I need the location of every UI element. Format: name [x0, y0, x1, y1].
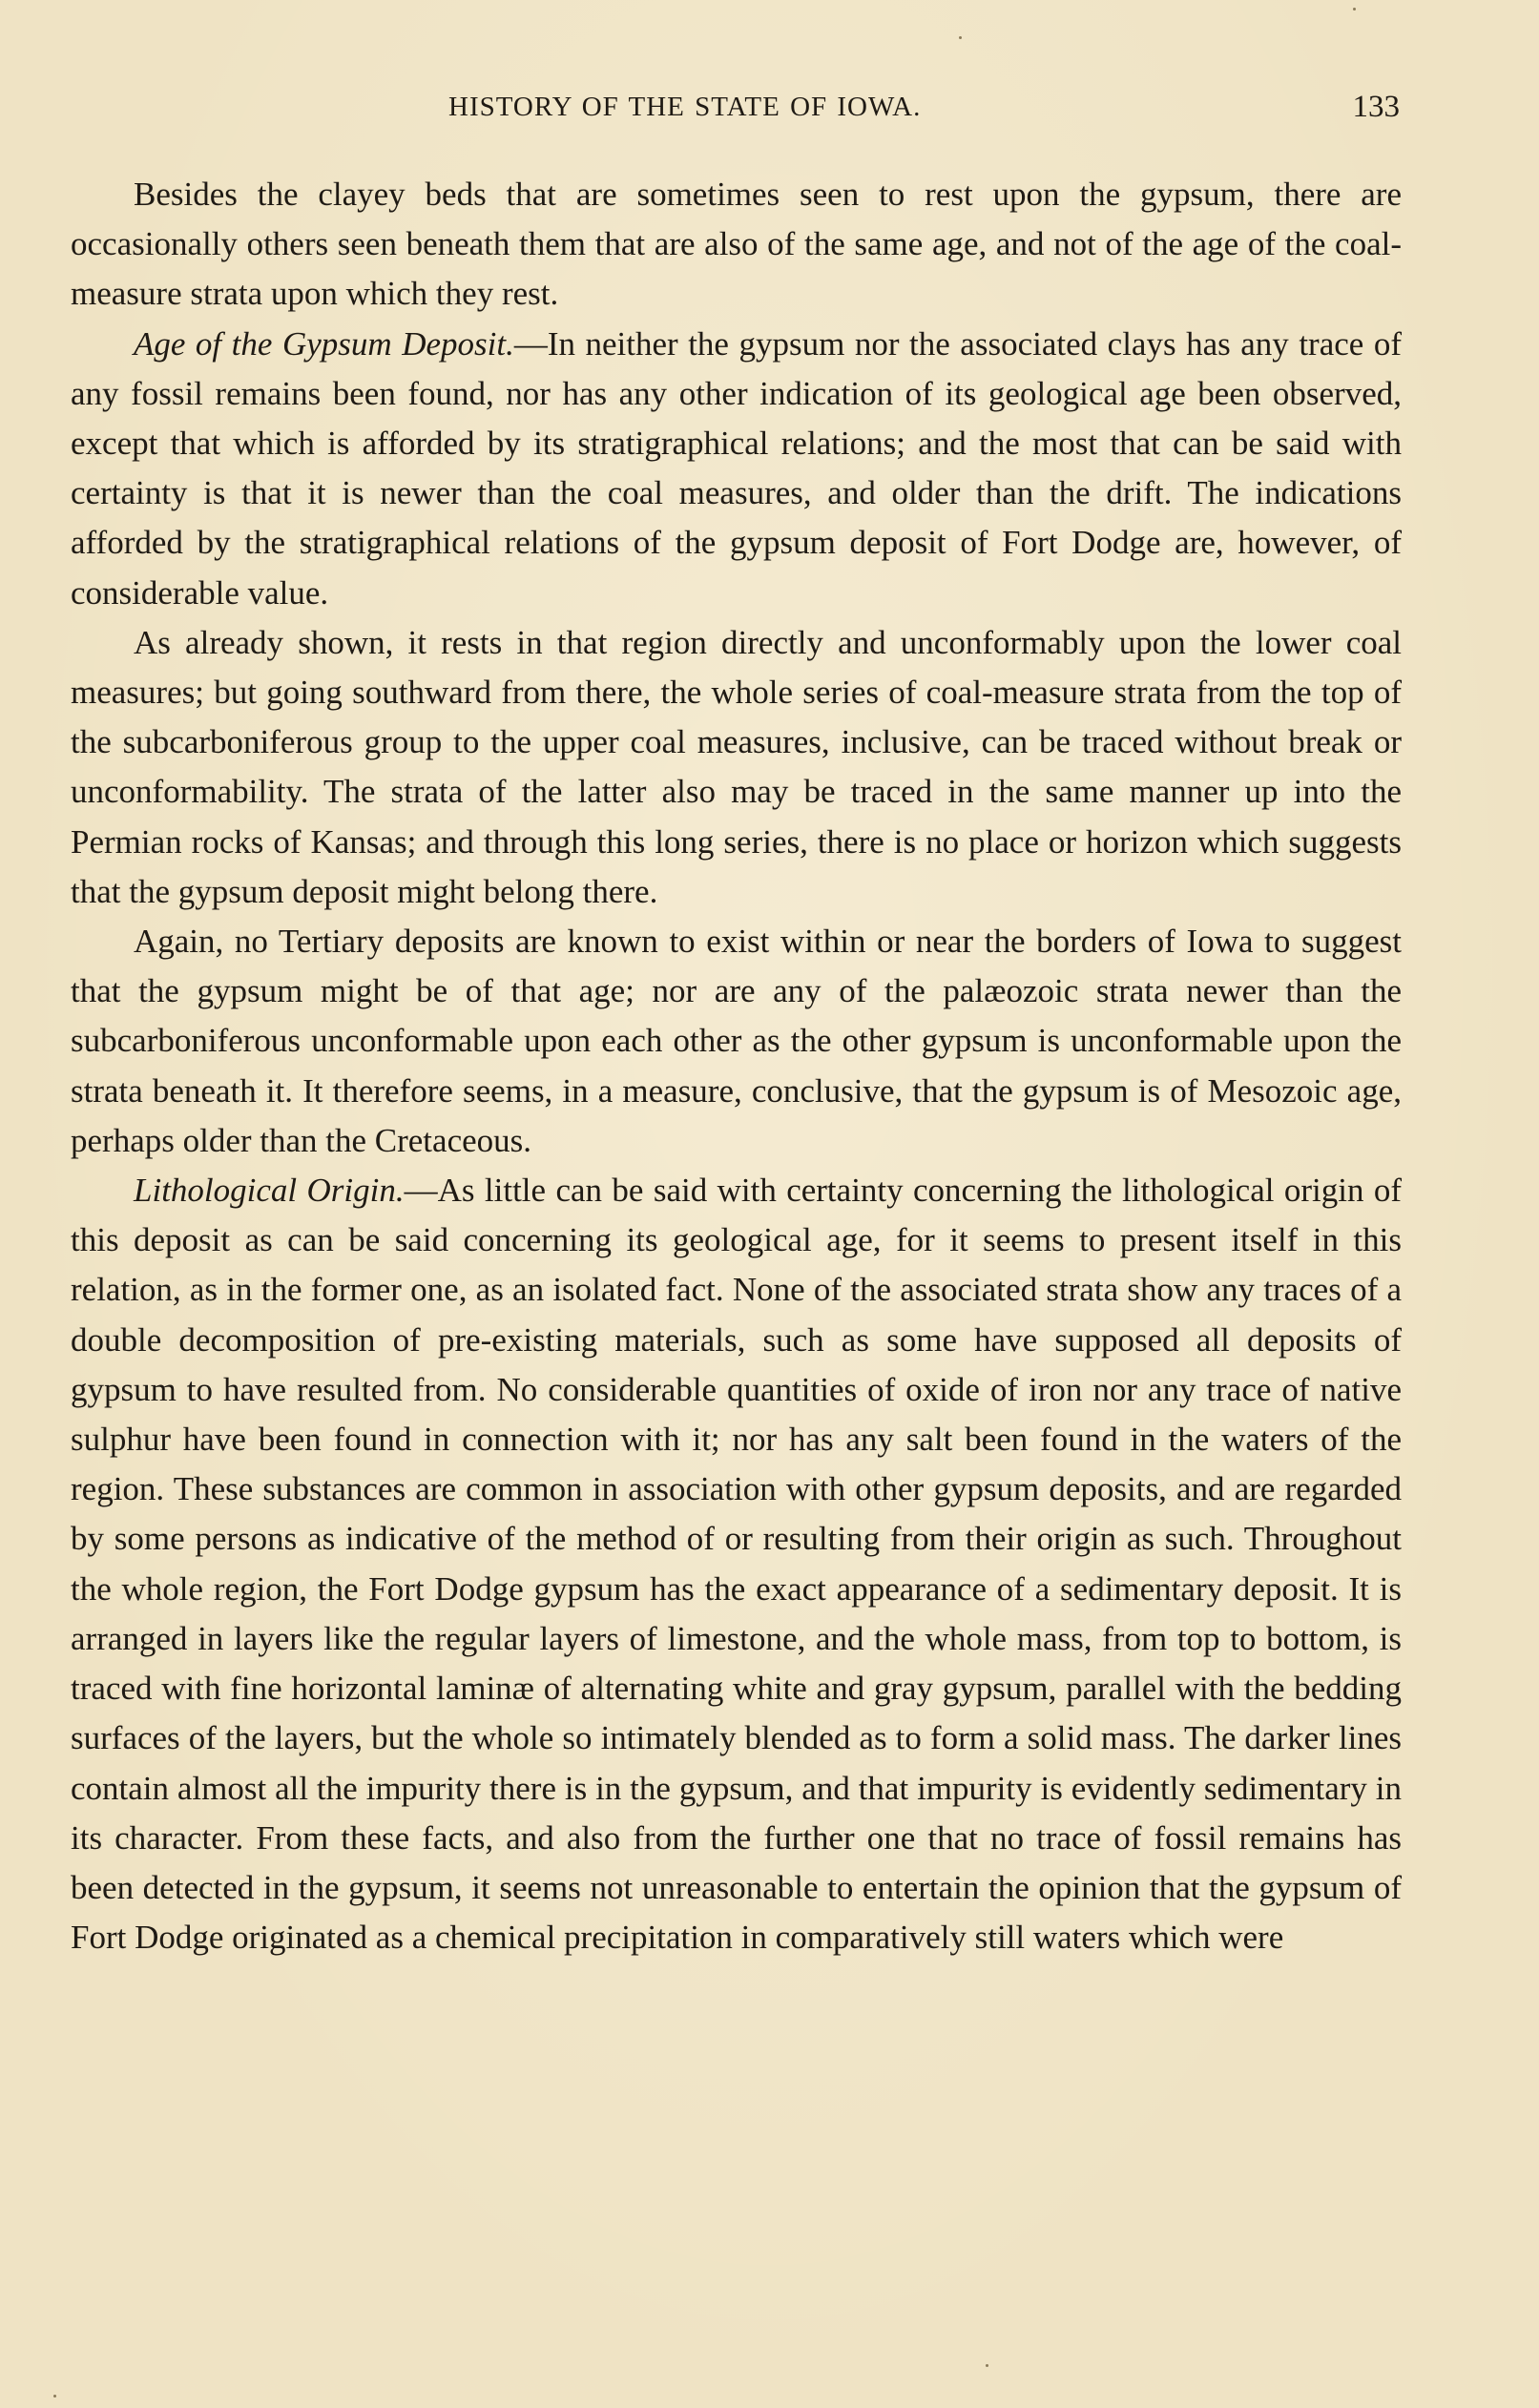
paragraph-text: Besides the clayey beds that are sometimes seen to rest upon the gypsum, there are occasionally others seen beneath them that are also of the same age, and not of the age of the coal-measure strata upon which they rest. [71, 176, 1402, 313]
paragraph-text: —In neither the gypsum nor the associated clays has any trace of any fossil remains been found, nor has any other indication of its geological age been observed, except that which is afforded by its stratigraphical relations; and the most that can be said with certainty is that it is newer than the coal measures, and older than the drift. The indications afforded by the stratigraphical relations of the gypsum deposit of Fort Dodge are, however, of considerable value. [71, 324, 1402, 612]
paragraph-clayey-beds [71, 170, 1402, 320]
paragraph-already-shown [71, 618, 1402, 917]
paper-speck [1353, 8, 1356, 10]
paper-speck [53, 2395, 56, 2398]
paper-speck [959, 36, 962, 39]
paragraph-lithological-origin [71, 1166, 1402, 1962]
paragraph-tertiary-deposits [71, 917, 1402, 1166]
section-heading-lithological: Lithological Origin. [134, 1172, 405, 1210]
paragraph-text: Again, no Tertiary deposits are known to exist within or near the borders of Iowa to suggest that the gypsum might be of that age; nor are any of the palæozoic strata newer than the subcarboniferous unconformable upon each other as the other gypsum is unconformable upon the strata beneath it. It therefore seems, in a measure, conclusive, that the gypsum is of Mesozoic age, perhaps older than the Cretaceous. [71, 923, 1402, 1159]
paragraph-text: As already shown, it rests in that region directly and unconformably upon the lower coal measures; but going southward from there, the whole series of coal-measure strata from the top of the subcarboniferous group to the upper coal measures, inclusive, can be traced without break or unconformability. The strata of the latter also may be traced in the same manner up into the Permian rocks of Kansas; and through this long series, there is no place or horizon which suggests that the gypsum deposit might belong there. [71, 623, 1402, 910]
page-number: 133 [1352, 90, 1400, 124]
paragraph-text: —As little can be said with certainty concerning the lithological origin of this deposit as can be said concerning its geological age, for it seems to present itself in this relation, as in the former one, as an isolated fact. None of the associated strata show any traces of a double decomposition of pre-existing materials, such as some have supposed all deposits of gypsum to have resulted from. No considerable quantities of oxide of iron nor any trace of native sulphur have been found in connection with it; nor has any salt been found in the waters of the region. These substances are common in association with other gypsum deposits, and are regarded by some persons as indicative of the method of or resulting from their origin as such. Throughout the whole region, the Fort Dodge gypsum has the exact appearance of a sedimentary deposit. It is arranged in layers like the regular layers of limestone, and the whole mass, from top to bottom, is traced with fine horizontal laminæ of alternating white and gray gypsum, parallel with the bedding surfaces of the layers, but the whole so intimately blended as to form a solid mass. The darker lines contain almost all the impurity there is in the gypsum, and that impurity is evidently sedimentary in its character. From these facts, and also from the further one that no trace of fossil remains has been detected in the gypsum, it seems not unreasonable to entertain the opinion that the gypsum of Fort Dodge originated as a chemical precipitation in comparatively still waters which were [71, 1172, 1402, 1957]
section-heading-age: Age of the Gypsum Deposit. [134, 324, 514, 363]
running-head-title: HISTORY OF THE STATE OF IOWA. [448, 92, 922, 122]
paper-speck [986, 2364, 988, 2367]
body-text [71, 170, 1402, 1962]
paragraph-age-of-gypsum [71, 320, 1402, 618]
